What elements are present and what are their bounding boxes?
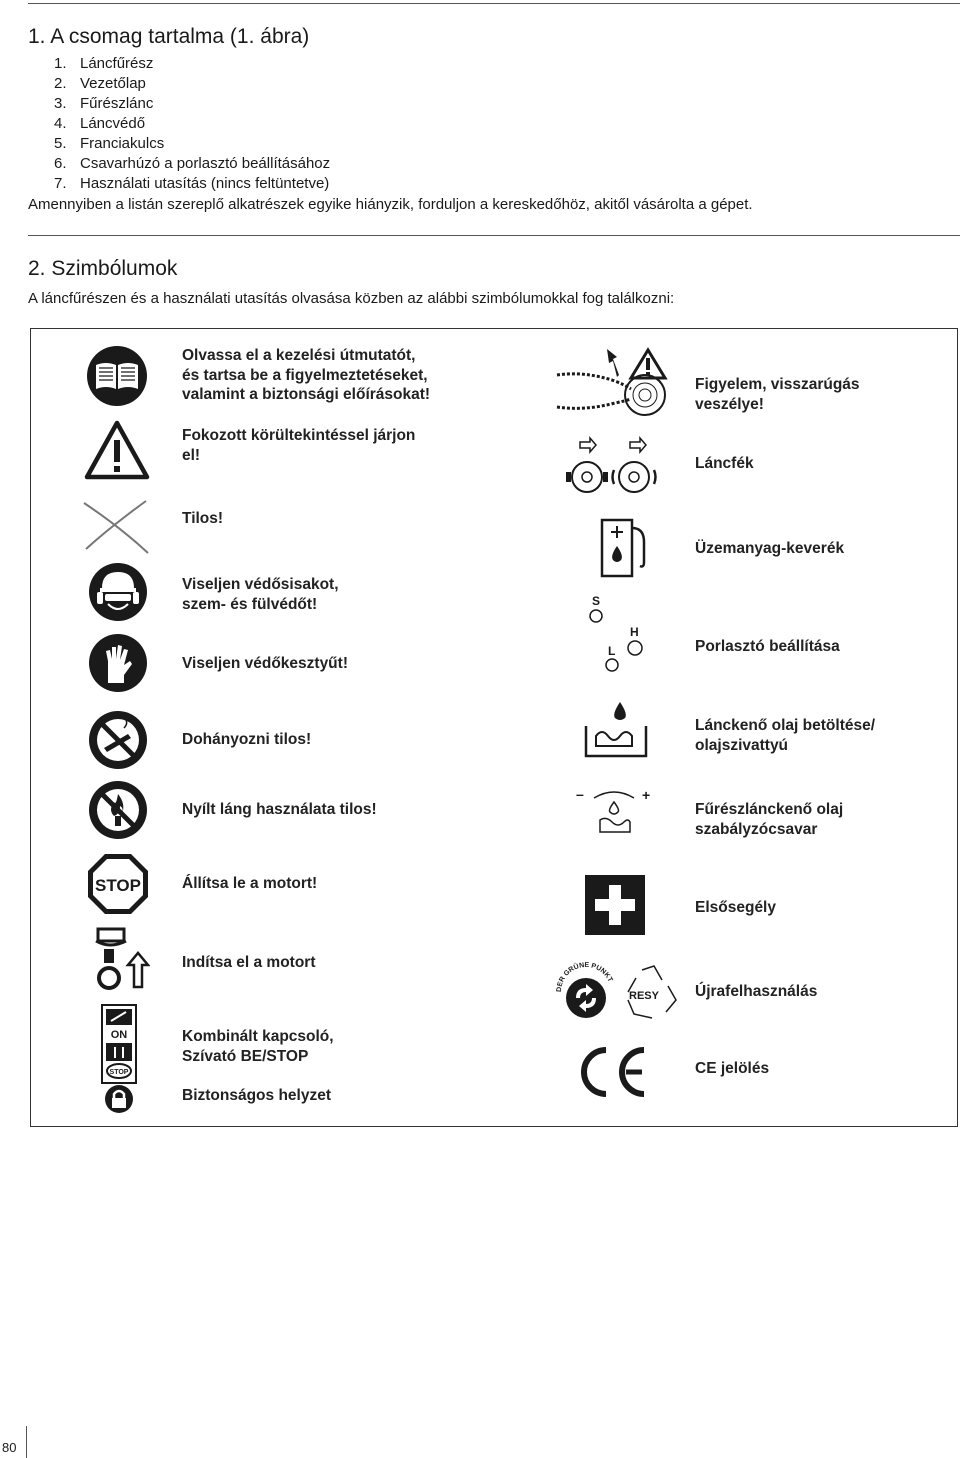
- label-gloves: Viseljen védőkesztyűt!: [182, 655, 348, 672]
- oil-regulator-icon: [568, 784, 660, 840]
- missing-parts-note: Amennyiben a listán szereplő alkatrészek egyike hiányzik, forduljon a kereskedőhöz, akitől vásárolta a gépet.: [28, 196, 753, 213]
- green-dot-icon: [553, 958, 619, 1024]
- fuel-mix-icon: [600, 518, 656, 580]
- carburetor-adjust-icon: [586, 590, 656, 672]
- package-item: [54, 54, 330, 74]
- forbidden-cross-icon: [80, 497, 152, 559]
- label-start-engine: Indítsa el a motort: [182, 954, 316, 971]
- reg-plus-text: +: [642, 787, 651, 803]
- package-contents-list: [54, 54, 330, 194]
- label-kickback: Figyelem, visszarúgás veszélye!: [695, 376, 860, 413]
- section1-title: 1. A csomag tartalma (1. ábra): [28, 25, 310, 48]
- package-item-number: 3.: [54, 95, 67, 112]
- label-first-aid: Elsősegély: [695, 899, 776, 916]
- package-item-text: Vezetőlap: [80, 75, 146, 92]
- label-oil-fill: Lánckenő olaj betöltése/ olajszivattyú: [695, 717, 876, 754]
- stop-sign-icon: [86, 852, 150, 916]
- package-item: [54, 154, 330, 174]
- no-open-flame-icon: [88, 780, 148, 840]
- label-read-manual: Olvassa el a kezelési útmutatót, és tartsa be a figyelmeztetéseket, valamint a biztonsági előírásokat!: [182, 347, 431, 403]
- label-safe-position: Biztonságos helyzet: [182, 1087, 331, 1104]
- start-engine-icon: [90, 925, 150, 995]
- label-carb-adjust: Porlasztó beállítása: [695, 638, 840, 655]
- lock-icon: [104, 1084, 134, 1114]
- label-chain-brake: Láncfék: [695, 455, 754, 472]
- package-item-text: Használati utasítás (nincs feltüntetve): [80, 175, 330, 192]
- label-no-flame: Nyílt láng használata tilos!: [182, 801, 377, 818]
- label-caution: Fokozott körültekintéssel járjon el!: [182, 427, 416, 464]
- package-item: [54, 74, 330, 94]
- page-number: 80: [2, 1440, 17, 1455]
- label-recycling: Újrafelhasználás: [695, 983, 818, 1000]
- label-fuel-mix: Üzemanyag-keverék: [695, 540, 845, 557]
- package-item-number: 1.: [54, 55, 67, 72]
- book-icon: [86, 345, 148, 407]
- green-dot-text: DER GRÜNE PUNKT: [555, 961, 614, 993]
- package-item-text: Láncfűrész: [80, 55, 154, 72]
- section2-title: 2. Szimbólumok: [28, 257, 178, 280]
- package-item-text: Csavarhúzó a porlasztó beállításához: [80, 155, 331, 172]
- gloves-icon: [88, 633, 148, 693]
- reg-minus-text: –: [576, 786, 584, 802]
- package-item-number: 6.: [54, 155, 67, 172]
- carb-l-text: L: [608, 644, 616, 658]
- resy-text: RESY: [629, 990, 659, 1002]
- package-item: [54, 114, 330, 134]
- package-item-number: 2.: [54, 75, 67, 92]
- label-ce-mark: CE jelölés: [695, 1060, 770, 1077]
- label-combined-switch: Kombinált kapcsoló, Szívató BE/STOP: [182, 1028, 334, 1065]
- package-item-number: 4.: [54, 115, 67, 132]
- kickback-icon: [555, 345, 670, 420]
- package-item-text: Franciakulcs: [80, 135, 165, 152]
- combined-switch-icon: [100, 1003, 138, 1085]
- ce-mark-icon: [576, 1046, 648, 1098]
- helmet-icon: [88, 562, 148, 622]
- package-item: [54, 134, 330, 154]
- package-item-number: 7.: [54, 175, 67, 192]
- first-aid-icon: [585, 875, 645, 935]
- oil-fill-icon: [582, 700, 650, 762]
- no-smoking-icon: [88, 710, 148, 770]
- warning-triangle-icon: [84, 420, 150, 480]
- stop-sign-text: STOP: [95, 876, 141, 895]
- label-stop-engine: Állítsa le a motort!: [182, 875, 318, 892]
- switch-stop-text: STOP: [109, 1069, 129, 1076]
- label-oil-regulator: Fűrészlánckenő olaj szabályzócsavar: [695, 801, 844, 838]
- top-rule: [28, 3, 960, 4]
- carb-s-text: S: [592, 594, 601, 608]
- label-no-smoking: Dohányozni tilos!: [182, 731, 312, 748]
- resy-recycling-icon: [622, 962, 680, 1022]
- package-item-text: Fűrészlánc: [80, 95, 154, 112]
- switch-on-text: ON: [110, 1029, 128, 1041]
- package-item: [54, 174, 330, 194]
- chain-brake-icon: [562, 432, 672, 497]
- label-forbidden: Tilos!: [182, 510, 224, 527]
- label-helmet: Viseljen védősisakot, szem- és fülvédőt!: [182, 576, 339, 613]
- package-item: [54, 94, 330, 114]
- symbols-intro: A láncfűrészen és a használati utasítás olvasása közben az alábbi szimbólumokkal fog találkozni:: [28, 290, 675, 307]
- carb-h-text: H: [630, 625, 639, 639]
- package-item-text: Láncvédő: [80, 115, 146, 132]
- package-item-number: 5.: [54, 135, 67, 152]
- section-divider: [28, 235, 960, 236]
